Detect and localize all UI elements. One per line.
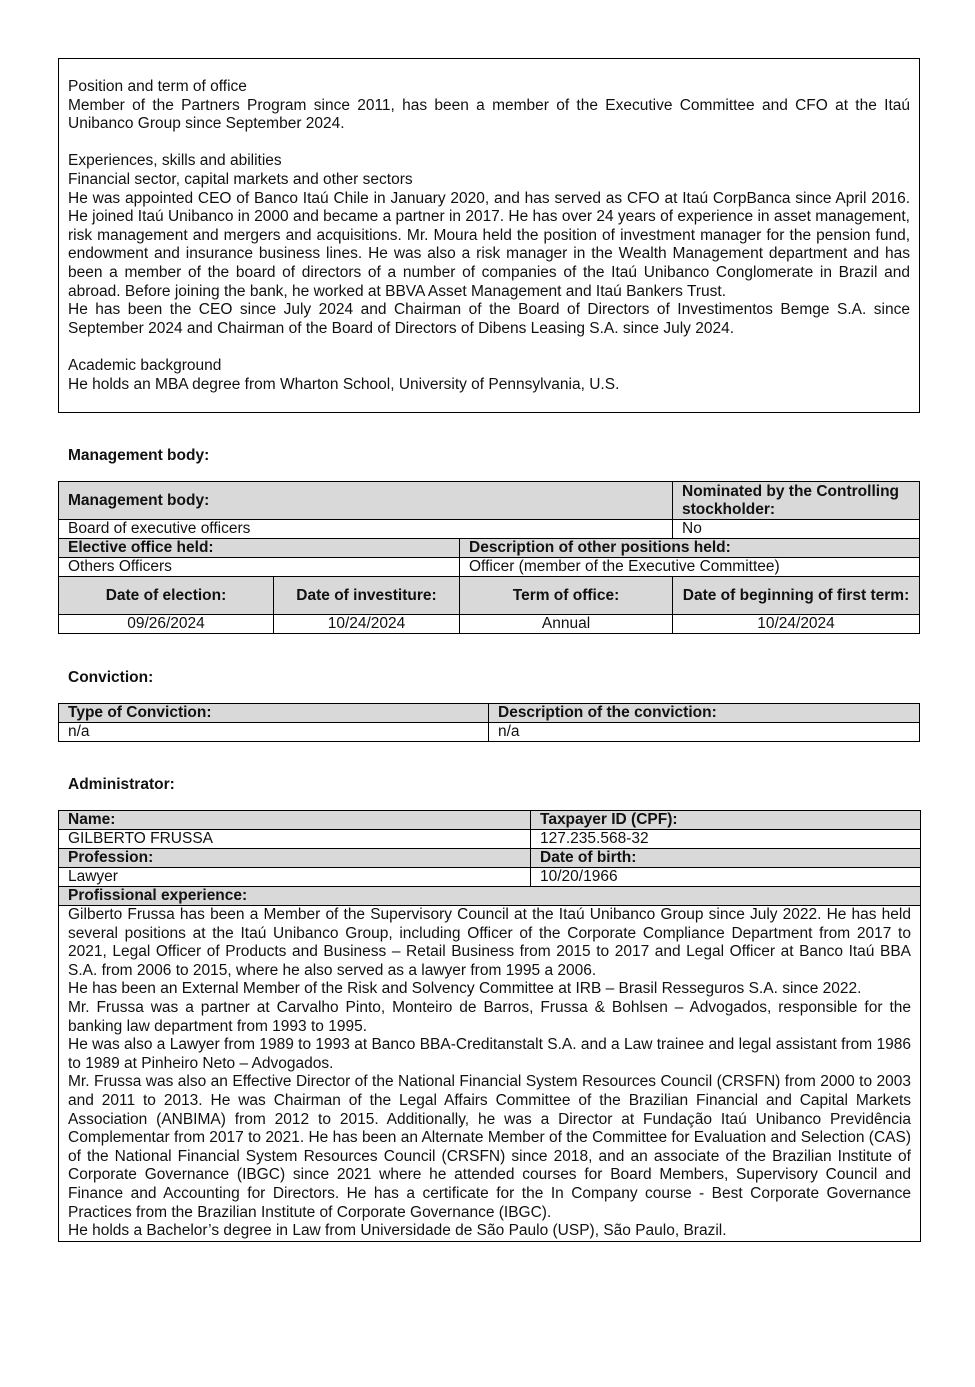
term-label: Term of office: — [460, 577, 673, 615]
admin-experience-paragraph-3: Mr. Frussa was a partner at Carvalho Pinto, Monteiro de Barros, Frussa & Bohlsen – Advogados, responsible for the banking law department from 1993 to 1995. — [68, 998, 911, 1035]
nominated-label: Nominated by the Controlling stockholder: — [673, 482, 920, 520]
conviction-description-label: Description of the conviction: — [489, 704, 920, 723]
position-text: Member of the Partners Program since 2011, has been a member of the Executive Committee and CFO at the Itaú Unibanco Group since September 2024. — [68, 96, 910, 133]
date-election-label: Date of election: — [59, 577, 274, 615]
date-election-value: 09/26/2024 — [59, 615, 274, 634]
administrator-heading: Administrator: — [68, 776, 175, 793]
other-positions-label: Description of other positions held: — [460, 539, 920, 558]
admin-experience-label: Profissional experience: — [59, 887, 921, 906]
experience-title: Experiences, skills and abilities — [68, 152, 282, 170]
management-body-value: Board of executive officers — [59, 520, 673, 539]
conviction-type-value: n/a — [59, 723, 489, 742]
admin-experience-text — [59, 906, 921, 1242]
nominated-value: No — [673, 520, 920, 539]
admin-profession-value: Lawyer — [59, 868, 531, 887]
management-table — [58, 481, 920, 634]
admin-birth-value: 10/20/1966 — [531, 868, 921, 887]
position-title: Position and term of office — [68, 78, 247, 95]
management-heading: Management body: — [68, 447, 210, 464]
administrator-table — [58, 810, 921, 1242]
academic-title: Academic background — [68, 356, 222, 374]
date-investiture-label: Date of investiture: — [274, 577, 460, 615]
experience-paragraph-2: He has been the CEO since July 2024 and Chairman of the Board of Directors of Investimentos Bemge S.A. since September 2024 and Chairman of the Board of Directors of Dibens Leasing S.A. since July 2024. — [68, 301, 910, 337]
other-positions-value: Officer (member of the Executive Committee) — [460, 558, 920, 577]
academic-text: He holds an MBA degree from Wharton School, University of Pennsylvania, U.S. — [68, 375, 620, 393]
admin-experience-paragraph-4: He was also a Lawyer from 1989 to 1993 at Banco BBA-Creditanstalt S.A. and a Law trainee and legal assistant from 1986 to 1989 at Pinheiro Neto – Advogados. — [68, 1036, 911, 1072]
management-body-label: Management body: — [59, 482, 673, 520]
admin-birth-label: Date of birth: — [531, 849, 921, 868]
elective-office-value: Others Officers — [59, 558, 460, 577]
admin-experience-paragraph-2: He has been an External Member of the Risk and Solvency Committee at IRB – Brasil Resseguros S.A. since 2022. — [68, 980, 862, 998]
first-term-label: Date of beginning of first term: — [673, 577, 920, 615]
conviction-heading: Conviction: — [68, 669, 154, 686]
admin-experience-paragraph-6: He holds a Bachelor’s degree in Law from Universidade de São Paulo (USP), São Paulo, Brazil. — [68, 1222, 727, 1240]
officer-description-box — [58, 58, 920, 413]
conviction-type-label: Type of Conviction: — [59, 704, 489, 723]
admin-name-label: Name: — [59, 811, 531, 830]
first-term-value: 10/24/2024 — [673, 615, 920, 634]
admin-experience-paragraph-5: Mr. Frussa was also an Effective Director of the National Financial System Resources Council (CRSFN) from 2000 to 2003 and 2011 to 2013. He was Chairman of the Legal Affairs Committee of the Brazilian Financial and Capital Markets Association (ANBIMA) from 2012 to 2015. Additionally, he was a Director at Fundação Itaú Unibanco Previdência Complementar from 2017 to 2021. He has been an Alternate Member of the Committee for Evaluation and Selection (CAS) of the National Financial System Resources Council (CRSFN) since 2018, and an associate of the Brazilian Institute of Corporate Governance (IBGC) since 2021 where he attended courses for Board Members, Supervisory Council and Finance and Accounting for Directors. He has a certificate for the In Company course - Best Corporate Governance Practices from the Brazilian Institute of Corporate Governance (IBGC). — [68, 1073, 911, 1221]
experience-subtitle: Financial sector, capital markets and other sectors — [68, 170, 413, 188]
conviction-table — [58, 703, 920, 742]
date-investiture-value: 10/24/2024 — [274, 615, 460, 634]
admin-cpf-label: Taxpayer ID (CPF): — [531, 811, 921, 830]
admin-cpf-value: 127.235.568-32 — [531, 830, 921, 849]
conviction-description-value: n/a — [489, 723, 920, 742]
admin-name-value: GILBERTO FRUSSA — [59, 830, 531, 849]
term-value: Annual — [460, 615, 673, 634]
experience-paragraph-1: He was appointed CEO of Banco Itaú Chile in January 2020, and has served as CFO at Itaú CorpBanca since April 2016. He joined Itaú Unibanco in 2000 and became a partner in 2017. He has over 24 years of experience in asset management, risk management and mergers and acquisitions. Mr. Moura held the position of investment manager for the pension fund, endowment and insurance business lines. He was also a risk manager in the Wealth Management department and has been a member of the board of directors of a number of companies of the Itaú Unibanco Conglomerate in Brazil and abroad. Before joining the bank, he worked at BBVA Asset Management and Itaú Bankers Trust. — [68, 189, 910, 300]
elective-office-label: Elective office held: — [59, 539, 460, 558]
admin-profession-label: Profession: — [59, 849, 531, 868]
admin-experience-paragraph-1: Gilberto Frussa has been a Member of the Supervisory Council at the Itaú Unibanco Group since July 2022. He has held several positions at the Itaú Unibanco Group, including Officer of the Corporate Compliance Department from 2017 to 2021, Legal Officer of Products and Business – Retail Business from 2015 to 2017 and Legal Officer at Banco Itaú BBA S.A. from 2006 to 2015, where he also served as a lawyer from 1995 a 2006. — [68, 906, 911, 979]
